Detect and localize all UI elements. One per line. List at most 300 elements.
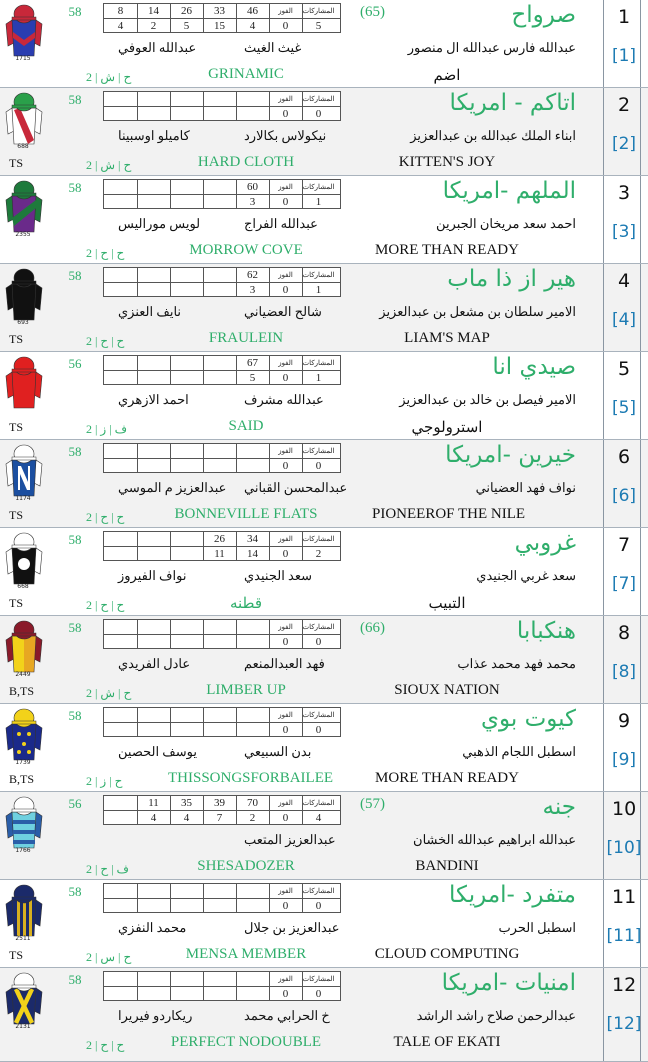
stat-cell	[203, 635, 236, 649]
column-divider	[603, 880, 604, 967]
stat-divider	[104, 634, 340, 635]
barrier-number: [12]	[606, 1014, 642, 1034]
form-stats-table	[103, 795, 341, 825]
horse-name-ar: الملهم -امريكا	[442, 178, 576, 204]
weight: 58	[68, 180, 82, 195]
equipment: B,TS	[9, 772, 35, 786]
jockey-name: عبدالمحسن القباني	[244, 480, 348, 495]
stat-cell: 0	[282, 548, 289, 560]
form-stats-table	[103, 883, 341, 913]
runner-row[interactable]	[0, 88, 648, 176]
stat-cell	[137, 356, 170, 370]
stat-cell: 0	[282, 20, 289, 32]
jockey-silks	[2, 442, 46, 500]
owner-name: عبدالرحمن صلاح راشد الراشد	[416, 1008, 576, 1023]
stat-cell	[236, 92, 269, 106]
runner-row[interactable]	[0, 0, 648, 88]
stat-cell: الفوز	[278, 535, 293, 543]
jockey-silks	[2, 706, 46, 764]
jockey-silks	[2, 266, 46, 324]
stat-cell	[104, 107, 137, 121]
stat-cell	[137, 620, 170, 634]
stat-cell	[170, 107, 203, 121]
jockey-silks-icon	[2, 618, 46, 676]
stat-cell: 0	[315, 108, 322, 120]
sire-name: PIONEEROF THE NILE	[372, 506, 526, 522]
weight: 58	[68, 708, 82, 723]
stat-cell	[104, 371, 137, 385]
stat-cell	[203, 371, 236, 385]
jockey-name: عبدالله مشرف	[244, 392, 324, 407]
silk-number: 1766	[15, 847, 31, 854]
stat-cell	[137, 371, 170, 385]
owner-name: عبدالله فارس عبدالله ال منصور	[407, 40, 576, 55]
jockey-name: نيكولاس بكالارد	[244, 128, 327, 143]
stat-cell	[203, 107, 236, 121]
sire-name: TALE OF EKATI	[393, 1034, 501, 1050]
column-divider	[603, 792, 604, 879]
stat-cell: الفوز	[278, 975, 293, 983]
stat-cell: الفوز	[278, 887, 293, 895]
form-stats-table	[103, 707, 341, 737]
stat-cell: الفوز	[278, 183, 293, 191]
jockey-silks	[2, 354, 46, 412]
weight: 56	[68, 796, 82, 811]
stat-cell: 0	[282, 812, 289, 824]
stat-cell	[236, 107, 269, 121]
stat-cell: 0	[282, 196, 289, 208]
stat-cell	[137, 635, 170, 649]
stat-cell	[203, 444, 236, 458]
trainer-name: يوسف الحصين	[118, 744, 197, 759]
stat-cell	[137, 459, 170, 473]
column-divider	[640, 440, 641, 527]
stat-cell: 0	[315, 724, 322, 736]
weight: 58	[68, 4, 82, 19]
form-stats-table	[103, 3, 341, 33]
stat-cell	[104, 268, 137, 282]
stat-cell: 4	[315, 812, 322, 824]
jockey-silks-icon	[2, 354, 46, 412]
column-divider	[640, 704, 641, 791]
column-divider	[640, 880, 641, 967]
horse-name-en: PERFECT NODOUBLE	[170, 1034, 322, 1050]
stat-cell: 46	[247, 5, 258, 17]
stat-cell: الفوز	[278, 271, 293, 279]
horse-name-en: HARD CLOTH	[197, 154, 295, 170]
stat-cell: الفوز	[278, 95, 293, 103]
rating: (57)	[360, 796, 385, 812]
stat-cell	[170, 547, 203, 561]
stat-cell	[203, 268, 236, 282]
jockey-name: فهد العبدالمنعم	[244, 656, 325, 671]
stat-cell	[104, 356, 137, 370]
runner-number: 3	[617, 182, 631, 204]
runner-number: 4	[617, 270, 631, 292]
sire-name: KITTEN'S JOY	[398, 154, 496, 170]
barrier-number: [5]	[611, 398, 637, 418]
barrier-number: [2]	[611, 134, 637, 154]
owner-name: نواف فهد العضياني	[475, 480, 576, 495]
trainer-code: ح | ح | 2	[86, 510, 125, 524]
silk-number: 1739	[15, 759, 31, 766]
sire-name: MORE THAN READY	[375, 242, 519, 258]
stat-cell	[104, 283, 137, 297]
stat-cell: 0	[315, 460, 322, 472]
stat-divider	[104, 898, 340, 899]
stat-cell	[104, 195, 137, 209]
stat-cell	[104, 532, 137, 546]
trainer-code: ح | ح | 2	[86, 246, 125, 260]
stat-cell	[137, 899, 170, 913]
jockey-silks	[2, 882, 46, 940]
stat-cell	[170, 356, 203, 370]
jockey-name: بدن السبيعي	[244, 744, 312, 759]
equipment: TS	[9, 508, 24, 522]
stat-cell: الفوز	[278, 7, 293, 15]
stat-cell: 0	[282, 372, 289, 384]
trainer-code: ح | ش | 2	[86, 70, 132, 84]
equipment: TS	[9, 156, 24, 170]
runner-number: 5	[617, 358, 631, 380]
stat-divider	[104, 722, 340, 723]
trainer-code: ح | ش | 2	[86, 158, 132, 172]
horse-name-en: GRINAMIC	[208, 66, 284, 82]
form-stats-table	[103, 443, 341, 473]
stat-cell	[104, 723, 137, 737]
stat-cell: 15	[214, 20, 225, 32]
stat-cell: 35	[181, 797, 192, 809]
weight: 58	[68, 972, 82, 987]
jockey-silks	[2, 2, 46, 60]
horse-name-en: LIMBER UP	[206, 682, 286, 698]
silk-number: 2131	[15, 1023, 31, 1030]
stat-cell: 62	[247, 269, 258, 281]
stat-cell	[203, 972, 236, 986]
column-divider	[603, 616, 604, 703]
horse-name-ar: هنكبابا	[516, 618, 576, 644]
horse-name-ar: كيوت بوي	[480, 706, 576, 732]
stat-cell: 2	[249, 812, 256, 824]
runner-row[interactable]	[0, 528, 648, 616]
stat-cell: 3	[249, 196, 256, 208]
stat-cell: 2	[150, 20, 157, 32]
runner-number: 9	[617, 710, 631, 732]
stat-cell	[104, 796, 137, 810]
silk-number: 2511	[15, 935, 31, 942]
stat-cell	[170, 268, 203, 282]
horse-name-ar: اتاكم - امريكا	[449, 90, 576, 116]
owner-name: ابناء الملك عبدالله بن عبدالعزيز	[410, 128, 576, 143]
runner-number: 11	[612, 886, 637, 908]
jockey-silks-icon	[2, 706, 46, 764]
stat-cell: 5	[249, 372, 256, 384]
owner-name: اسطبل الحرب	[498, 920, 576, 935]
equipment: TS	[9, 948, 24, 962]
stat-cell	[203, 620, 236, 634]
jockey-silks-icon	[2, 530, 46, 588]
horse-name-en: قطنه	[229, 596, 263, 612]
jockey-silks-icon	[2, 2, 46, 60]
owner-name: اسطبل اللجام الذهبي	[462, 744, 576, 759]
stat-cell: المشاركات	[302, 623, 335, 631]
column-divider	[640, 0, 641, 87]
barrier-number: [11]	[606, 926, 642, 946]
stat-cell: 1	[315, 372, 322, 384]
column-divider	[603, 0, 604, 87]
horse-name-ar: امنيات -امريكا	[441, 970, 576, 996]
column-divider	[603, 528, 604, 615]
stat-cell: 0	[282, 900, 289, 912]
weight: 58	[68, 268, 82, 283]
weight: 58	[68, 92, 82, 107]
stat-cell	[236, 708, 269, 722]
trainer-name: نواف الفيروز	[118, 568, 187, 583]
runner-row[interactable]	[0, 616, 648, 704]
stat-cell: 2	[315, 548, 322, 560]
trainer-name: عبدالله العوفي	[118, 40, 197, 55]
stat-cell: 14	[247, 548, 258, 560]
stat-cell	[170, 371, 203, 385]
stat-cell	[170, 635, 203, 649]
stat-cell	[203, 195, 236, 209]
trainer-code: ف | ز | 2	[86, 422, 128, 436]
column-divider	[603, 176, 604, 263]
column-divider	[603, 704, 604, 791]
equipment: TS	[9, 420, 24, 434]
horse-name-en: SHESADOZER	[197, 858, 295, 874]
runner-row[interactable]	[0, 792, 648, 880]
column-divider	[640, 88, 641, 175]
sire-name: استرولوجي	[411, 420, 483, 436]
jockey-name: عبدالله الفراج	[244, 216, 318, 231]
column-divider	[603, 352, 604, 439]
stat-cell	[170, 972, 203, 986]
weight: 58	[68, 532, 82, 547]
stat-cell: 26	[181, 5, 192, 17]
barrier-number: [7]	[611, 574, 637, 594]
stat-cell	[104, 987, 137, 1001]
stat-divider	[104, 986, 340, 987]
stat-cell	[104, 444, 137, 458]
jockey-name: سعد الجنيدي	[244, 568, 313, 583]
horse-name-ar: غروبي	[514, 530, 576, 556]
barrier-number: [8]	[611, 662, 637, 682]
stat-divider	[104, 106, 340, 107]
sire-name: SIOUX NATION	[394, 682, 500, 698]
horse-name-en: THISSONGSFORBAILEE	[168, 770, 334, 786]
jockey-silks-icon	[2, 442, 46, 500]
jockey-silks	[2, 794, 46, 852]
horse-name-en: MENSA MEMBER	[185, 946, 307, 962]
trainer-code: ف | ح | 2	[86, 862, 129, 876]
stat-cell	[170, 987, 203, 1001]
stat-cell	[236, 723, 269, 737]
horse-name-ar: هير از ذا ماب	[447, 266, 576, 292]
stat-cell: الفوز	[278, 623, 293, 631]
stat-cell	[137, 532, 170, 546]
stat-cell	[170, 195, 203, 209]
stat-cell	[104, 180, 137, 194]
form-stats-table	[103, 531, 341, 561]
stat-cell	[203, 180, 236, 194]
weight: 58	[68, 444, 82, 459]
jockey-name: شالح العضياني	[244, 304, 322, 319]
stat-cell	[203, 459, 236, 473]
stat-cell	[137, 107, 170, 121]
runner-row[interactable]	[0, 704, 648, 792]
stat-cell	[170, 459, 203, 473]
stat-cell	[236, 459, 269, 473]
stat-cell	[137, 283, 170, 297]
stat-cell	[170, 723, 203, 737]
stat-divider	[104, 810, 340, 811]
trainer-name: عادل الفريدي	[118, 656, 191, 671]
stat-cell: 4	[249, 20, 256, 32]
stat-cell	[137, 195, 170, 209]
stat-cell	[137, 987, 170, 1001]
horse-name-en: SAID	[228, 418, 264, 434]
horse-name-en: FRAULEIN	[208, 330, 284, 346]
stat-cell	[104, 92, 137, 106]
stat-cell	[170, 708, 203, 722]
stat-divider	[104, 282, 340, 283]
stat-cell	[236, 884, 269, 898]
runner-row[interactable]	[0, 264, 648, 352]
stat-cell	[104, 811, 137, 825]
stat-cell	[203, 899, 236, 913]
stat-cell: 0	[315, 900, 322, 912]
silk-number: 693	[17, 319, 29, 326]
jockey-silks	[2, 618, 46, 676]
column-divider	[640, 528, 641, 615]
trainer-name: محمد النفزي	[118, 920, 187, 935]
form-stats-table	[103, 179, 341, 209]
barrier-number: [3]	[611, 222, 637, 242]
stat-cell: 3	[249, 284, 256, 296]
stat-cell	[236, 987, 269, 1001]
runner-row[interactable]	[0, 352, 648, 440]
stat-cell: 0	[282, 284, 289, 296]
runner-number: 2	[617, 94, 631, 116]
owner-name: سعد غربي الجنيدي	[476, 568, 576, 583]
runner-row[interactable]	[0, 176, 648, 264]
column-divider	[640, 792, 641, 879]
jockey-name: غيث الغيث	[244, 40, 302, 55]
trainer-code: ح | س | 2	[86, 950, 132, 964]
stat-cell	[236, 635, 269, 649]
runner-number: 12	[612, 974, 637, 996]
horse-name-en: BONNEVILLE FLATS	[174, 506, 318, 522]
stat-cell: 4	[117, 20, 124, 32]
stat-cell: الفوز	[278, 711, 293, 719]
stat-cell: المشاركات	[302, 359, 335, 367]
column-divider	[640, 616, 641, 703]
barrier-number: [10]	[606, 838, 642, 858]
stat-cell	[236, 444, 269, 458]
runner-number: 6	[617, 446, 631, 468]
stat-cell	[137, 972, 170, 986]
jockey-name: عبدالعزيز بن جلال	[244, 920, 340, 935]
jockey-silks	[2, 530, 46, 588]
silk-number: 688	[17, 143, 29, 150]
sire-name: LIAM'S MAP	[404, 330, 490, 346]
silk-number: 2355	[15, 231, 31, 238]
stat-cell: 70	[247, 797, 258, 809]
stat-cell	[203, 356, 236, 370]
equipment: B,TS	[9, 684, 35, 698]
stat-cell	[203, 283, 236, 297]
runner-number: 1	[617, 6, 631, 28]
jockey-silks-icon	[2, 178, 46, 236]
owner-name: عبدالله ابراهيم عبدالله الخشان	[413, 832, 576, 847]
stat-cell: الفوز	[278, 447, 293, 455]
horse-name-en: MORROW COVE	[189, 242, 303, 258]
horse-name-ar: متفرد -امريكا	[449, 882, 576, 908]
stat-cell: 0	[282, 724, 289, 736]
runner-row[interactable]	[0, 440, 648, 528]
stat-cell: 0	[282, 108, 289, 120]
stat-cell: المشاركات	[302, 183, 335, 191]
jockey-silks-icon	[2, 266, 46, 324]
owner-name: احمد سعد مريخان الجبرين	[436, 216, 576, 231]
equipment: TS	[9, 596, 24, 610]
trainer-code: ح | ح | 2	[86, 334, 125, 348]
stat-cell	[170, 532, 203, 546]
sire-name: BANDINI	[415, 858, 479, 874]
runner-number: 10	[612, 798, 637, 820]
stat-cell: 11	[214, 548, 225, 560]
owner-name: الامير فيصل بن خالد بن عبدالعزيز	[399, 392, 576, 407]
stat-cell: المشاركات	[302, 711, 335, 719]
stat-cell: 26	[214, 533, 225, 545]
sire-name: CLOUD COMPUTING	[374, 946, 520, 962]
stat-cell: 60	[247, 181, 258, 193]
stat-divider	[104, 546, 340, 547]
trainer-name: نايف العنزي	[118, 304, 182, 319]
form-stats-table	[103, 91, 341, 121]
stat-cell: 5	[315, 20, 322, 32]
jockey-silks-icon	[2, 970, 46, 1028]
stat-cell: 5	[183, 20, 190, 32]
stat-cell	[170, 620, 203, 634]
owner-name: محمد فهد محمد عذاب	[457, 656, 576, 671]
weight: 56	[68, 356, 82, 371]
stat-cell	[137, 723, 170, 737]
stat-cell	[104, 899, 137, 913]
trainer-code: ح | ح | 2	[86, 1038, 125, 1052]
stat-cell: المشاركات	[302, 535, 335, 543]
stat-cell	[170, 92, 203, 106]
barrier-number: [4]	[611, 310, 637, 330]
stat-cell: 7	[216, 812, 223, 824]
stat-cell: 8	[117, 5, 124, 17]
form-stats-table	[103, 355, 341, 385]
stat-cell	[137, 444, 170, 458]
stat-cell: 14	[148, 5, 159, 17]
stat-cell	[137, 92, 170, 106]
stat-cell: 0	[315, 636, 322, 648]
runner-row[interactable]	[0, 880, 648, 968]
column-divider	[603, 264, 604, 351]
runner-row[interactable]	[0, 968, 648, 1062]
stat-cell: 4	[183, 812, 190, 824]
trainer-code: ح | ز | 2	[86, 774, 123, 788]
rating: (66)	[360, 620, 385, 636]
stat-cell	[203, 92, 236, 106]
horse-name-ar: صرواح	[511, 2, 576, 28]
stat-cell	[203, 884, 236, 898]
